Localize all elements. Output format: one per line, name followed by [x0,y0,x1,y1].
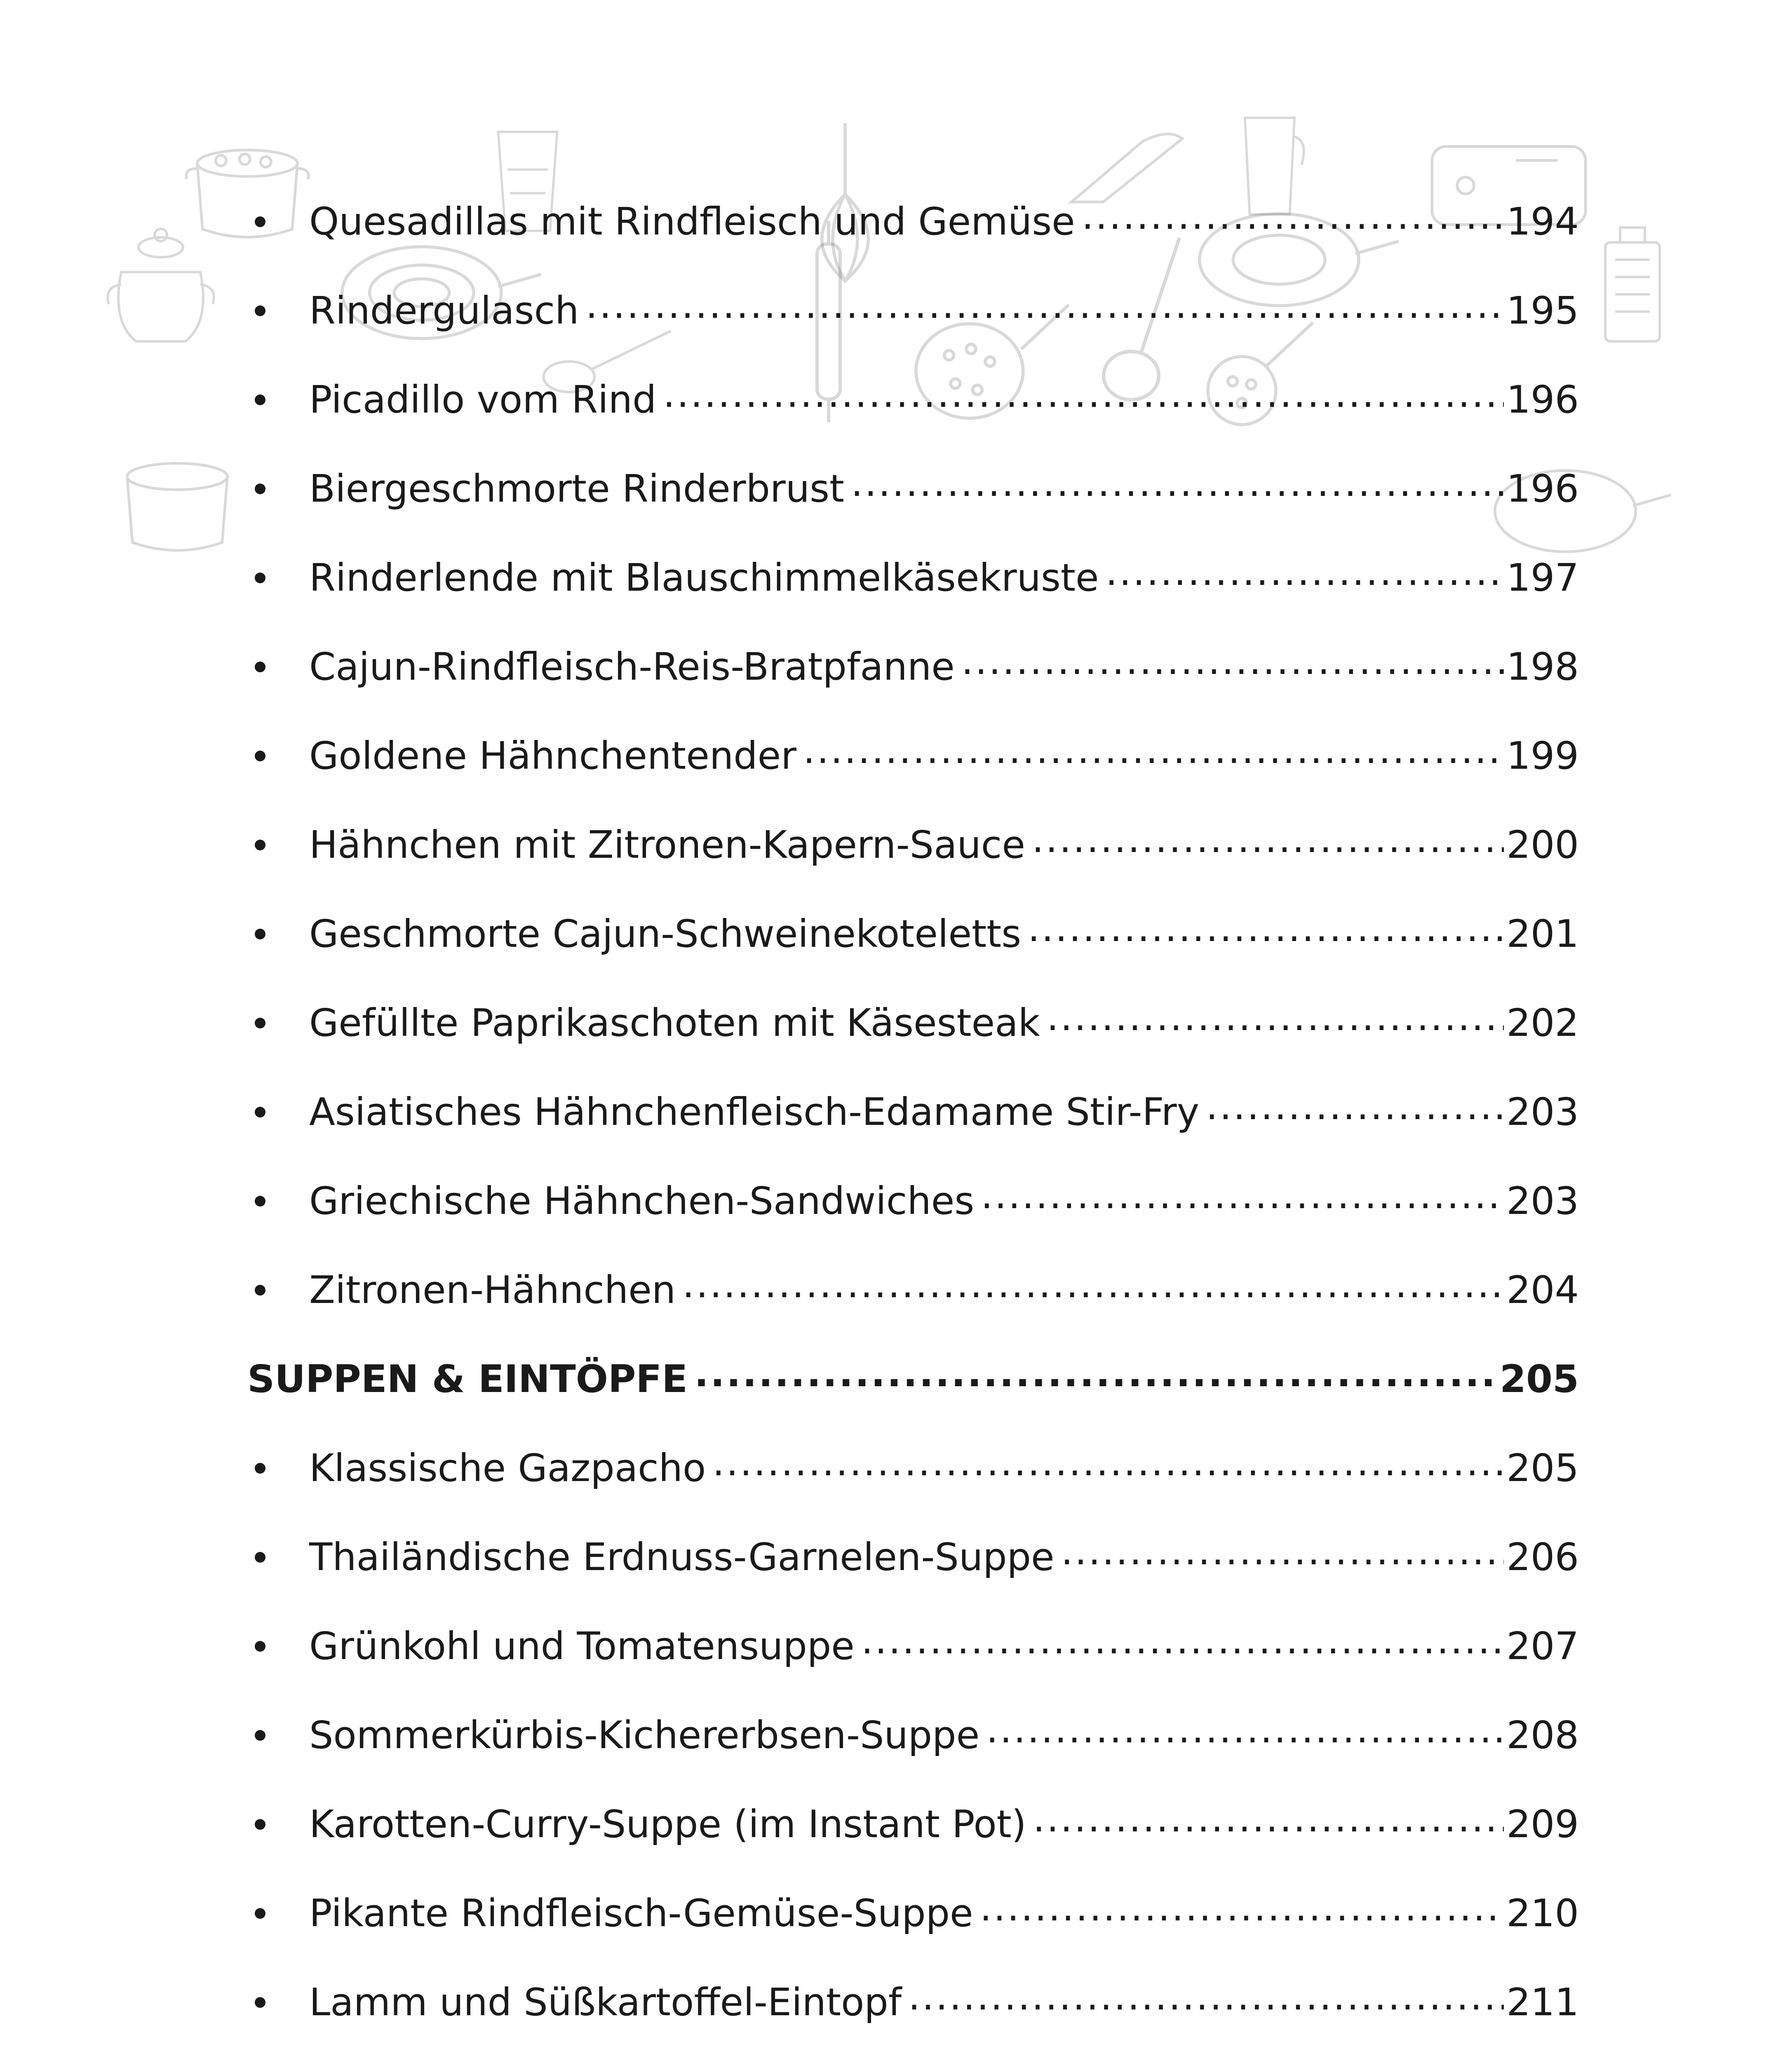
toc-entry-title: Griechische Hähnchen-Sandwiches [309,1179,975,1223]
toc-entry-title: Biergeschmorte Rinderbrust [309,467,845,511]
toc-entry-title: Karotten-Curry-Suppe (im Instant Pot) [309,1802,1026,1846]
dot-leader [1082,203,1504,241]
toc-entry-title: Grünkohl und Tomatensuppe [309,1624,855,1668]
toc-entry-page: 209 [1506,1802,1579,1846]
dot-leader [981,1182,1504,1220]
dot-leader [1206,1093,1504,1131]
bullet-icon [247,305,309,316]
toc-entry[interactable] [247,444,1579,533]
toc-entry-title: Lamm und Süßkartoffel-Eintopf [309,1980,902,2024]
bullet-icon [247,1997,309,2008]
toc-entry-title: Rinderlende mit Blauschimmelkäsekruste [309,556,1099,600]
table-of-contents [247,177,1579,2061]
bullet-icon [247,751,309,761]
dot-leader [585,292,1504,330]
toc-entry-title: Pikante Rindfleisch-Gemüse-Suppe [309,1891,973,1935]
toc-entry-page: 205 [1506,1446,1579,1490]
toc-entry-title: Geschmorte Cajun-Schweinekoteletts [309,912,1022,956]
dot-leader [1028,915,1504,953]
dot-leader [851,470,1504,508]
toc-entry[interactable] [247,1602,1579,1691]
dot-leader [1032,826,1504,864]
toc-entry-title: Goldene Hähnchentender [309,734,797,778]
toc-entry-page: 196 [1506,378,1579,422]
sugar-bowl-icon [99,223,223,359]
bullet-icon [247,1018,309,1028]
toc-entry[interactable] [247,2047,1579,2061]
dot-leader [1061,1538,1504,1576]
toc-entry-page: 201 [1506,912,1579,956]
toc-entry[interactable] [247,622,1579,711]
toc-entry[interactable] [247,1513,1579,1602]
bullet-icon [247,1285,309,1296]
toc-entry-page: 197 [1506,556,1579,600]
bullet-icon [247,216,309,227]
toc-entry[interactable] [247,1246,1579,1335]
bullet-icon [247,1730,309,1741]
toc-entry[interactable] [247,355,1579,444]
toc-entry[interactable] [247,266,1579,355]
bullet-icon [247,1196,309,1207]
toc-entry[interactable] [247,1157,1579,1246]
toc-entry-page: 207 [1506,1624,1579,1668]
bullet-icon [247,573,309,583]
toc-entry[interactable] [247,1068,1579,1157]
dot-leader [663,381,1504,419]
toc-entry-title: Quesadillas mit Rindfleisch und Gemüse [309,200,1075,244]
toc-entry-page: 195 [1506,289,1579,333]
bullet-icon [247,929,309,939]
toc-entry[interactable] [247,711,1579,800]
toc-entry-page: 206 [1506,1535,1579,1579]
dot-leader [980,1894,1504,1932]
bullet-icon [247,484,309,494]
dot-leader [1047,1004,1504,1042]
dot-leader [986,1716,1504,1754]
toc-entry-title: Hähnchen mit Zitronen-Kapern-Sauce [309,823,1025,867]
dot-leader [961,648,1504,686]
toc-entry-title: Gefüllte Paprikaschoten mit Käsesteak [309,1001,1040,1045]
bullet-icon [247,1641,309,1652]
toc-entry[interactable] [247,800,1579,890]
dot-leader [682,1271,1504,1309]
dot-leader [803,737,1504,775]
dot-leader [712,1449,1504,1487]
dot-leader [861,1627,1504,1665]
bullet-icon [247,1908,309,1919]
toc-entry-page: 203 [1506,1090,1579,1134]
toc-entry-page: 204 [1506,1268,1579,1312]
toc-entry-title: Picadillo vom Rind [309,378,657,422]
toc-entry[interactable] [247,1424,1579,1513]
dot-leader [1033,1805,1504,1843]
pot-icon [111,437,243,569]
toc-section-title: SUPPEN & EINTÖPFE [247,1357,688,1401]
toc-entry-page: 199 [1506,734,1579,778]
toc-entry-title: Cajun-Rindfleisch-Reis-Bratpfanne [309,645,955,689]
toc-entry[interactable] [247,1958,1579,2047]
toc-entry-title: Zitronen-Hähnchen [309,1268,676,1312]
toc-entry-page: 194 [1506,200,1579,244]
bullet-icon [247,394,309,405]
dot-leader [694,1360,1497,1398]
grater-icon [1591,223,1674,346]
toc-entry-page: 200 [1506,823,1579,867]
toc-entry-title: Asiatisches Hähnchenfleisch-Edamame Stir-Fry [309,1090,1200,1134]
toc-entry-page: 208 [1506,1713,1579,1757]
dot-leader [1106,559,1504,597]
toc-entry-page: 211 [1506,1980,1579,2024]
bullet-icon [247,1463,309,1474]
toc-section-page: 205 [1499,1357,1579,1401]
bullet-icon [247,1552,309,1563]
toc-entry-title: Rindergulasch [309,289,579,333]
toc-entry-page: 203 [1506,1179,1579,1223]
toc-entry-page: 210 [1506,1891,1579,1935]
toc-entry-page: 202 [1506,1001,1579,1045]
toc-entry-title: Thailändische Erdnuss-Garnelen-Suppe [309,1535,1055,1579]
toc-entry[interactable] [247,177,1579,266]
toc-entry[interactable] [247,1691,1579,1780]
bullet-icon [247,840,309,850]
bullet-icon [247,662,309,672]
dot-leader [908,1984,1504,2021]
toc-entry[interactable] [247,890,1579,979]
toc-entry[interactable] [247,979,1579,1068]
toc-entry-page: 196 [1506,467,1579,511]
toc-entry[interactable] [247,533,1579,622]
bullet-icon [247,1819,309,1830]
toc-entry-page: 198 [1506,645,1579,689]
toc-entry-title: Sommerkürbis-Kichererbsen-Suppe [309,1713,980,1757]
toc-entry-title: Klassische Gazpacho [309,1446,706,1490]
toc-entry[interactable] [247,1869,1579,1958]
bullet-icon [247,1107,309,1117]
toc-entry[interactable] [247,1780,1579,1869]
toc-section-heading[interactable] [247,1335,1579,1424]
